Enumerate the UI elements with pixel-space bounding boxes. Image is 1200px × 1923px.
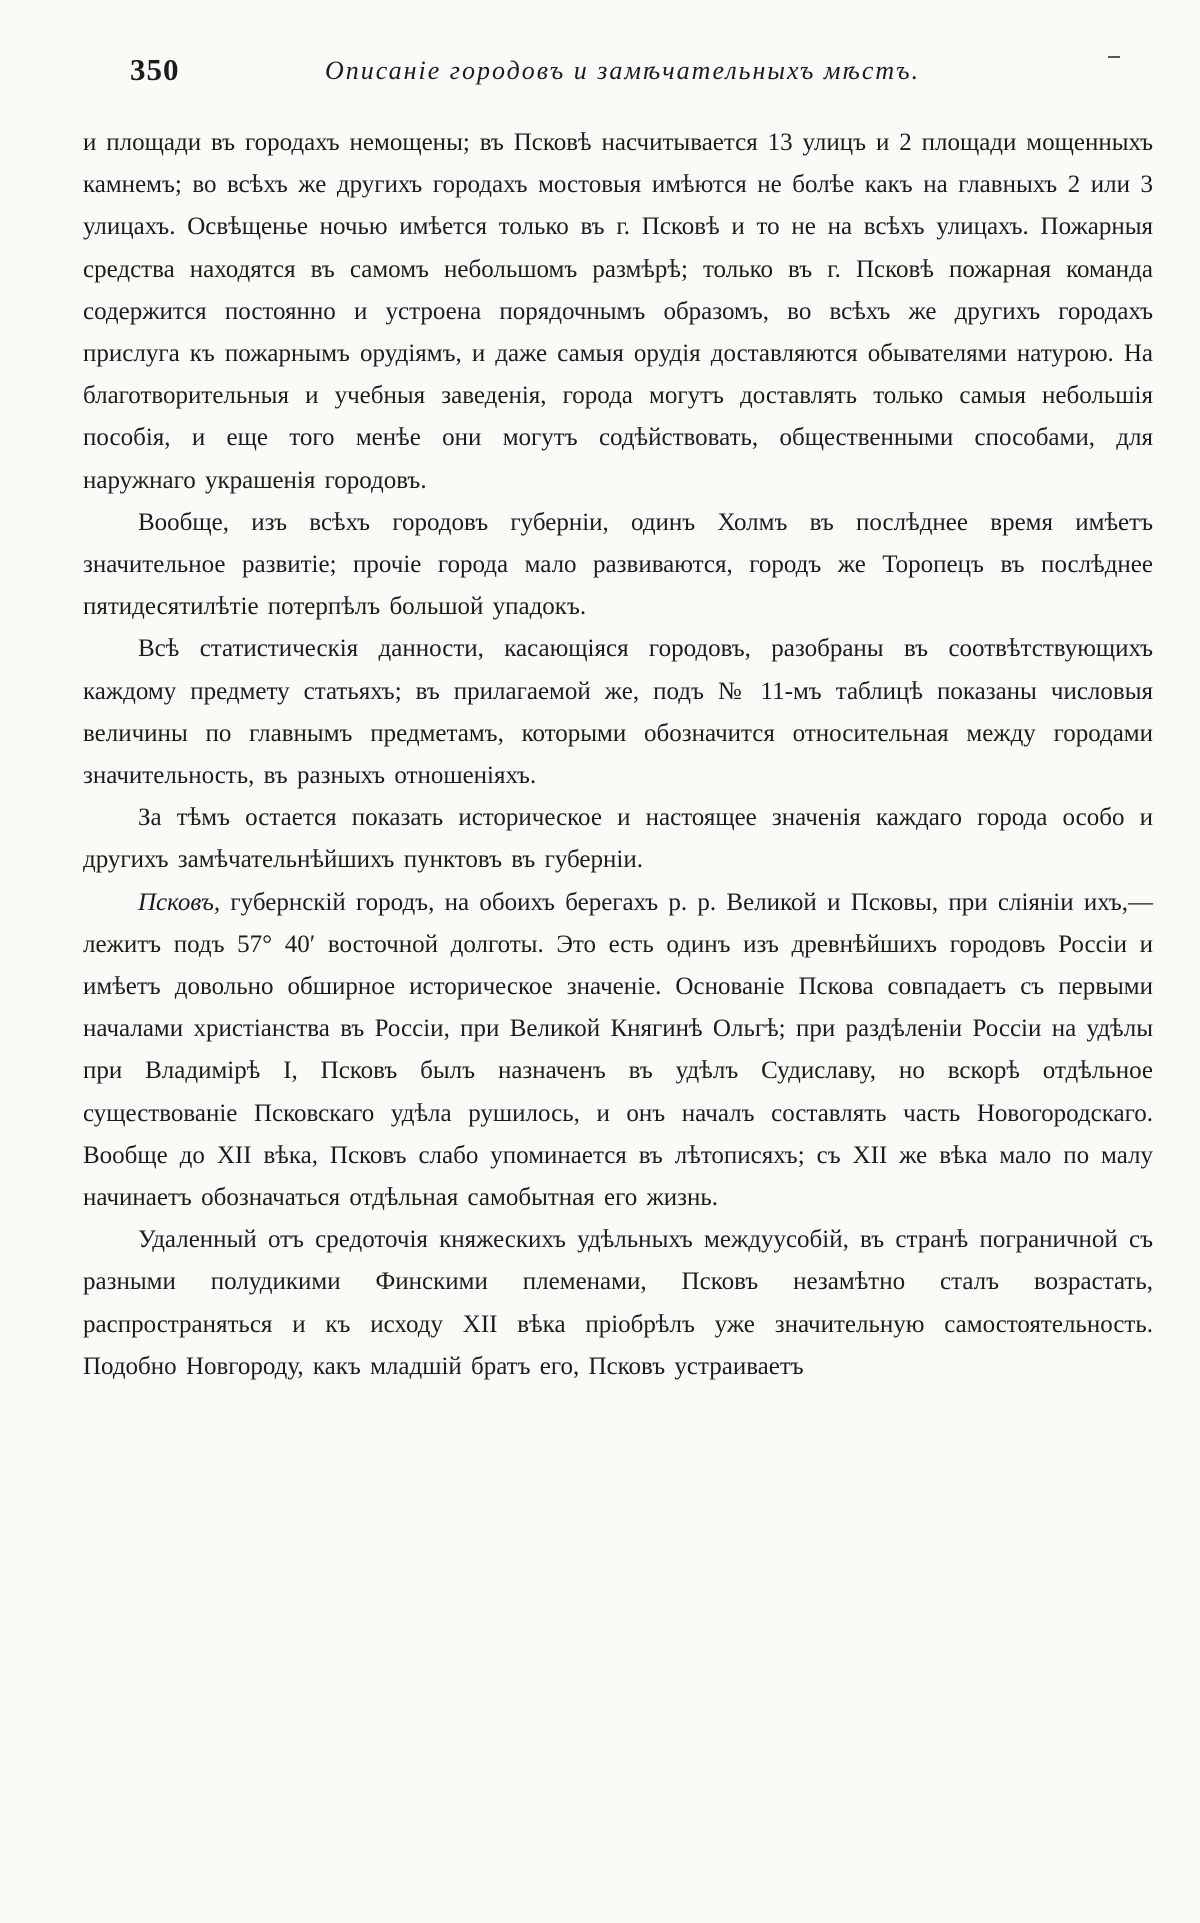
body-text: [83, 122, 1153, 1388]
paragraph-3: Всѣ статистическія данности, касающіяся городовъ, разобраны въ соотвѣтствующихъ каждому предмету статьяхъ; въ прилагаемой же, подъ № 11-мъ таблицѣ показаны числовыя величины по главнымъ предметамъ, которыми обозначится относительная между городами значительность, въ разныхъ отношеніяхъ.: [83, 635, 1153, 790]
header-mark: [1108, 56, 1120, 58]
paragraph-4: За тѣмъ остается показать историческое и настоящее значенія каждаго города особо и другихъ замѣчательнѣйшихъ пунктовъ въ губерніи.: [83, 804, 1153, 874]
running-title: Описаніе городовъ и замѣчательныхъ мѣстъ.: [325, 56, 921, 85]
paragraph-2: Вообще, изъ всѣхъ городовъ губерніи, одинъ Холмъ въ послѣднее время имѣетъ значительное развитіе; прочіе города мало развиваются, городъ же Торопецъ въ послѣднее пятидесятилѣтіе потерпѣлъ большой упадокъ.: [83, 508, 1153, 621]
paragraph-1: и площади въ городахъ немощены; въ Псковѣ насчитывается 13 улицъ и 2 площади мощенныхъ камнемъ; во всѣхъ же другихъ городахъ мостовыя имѣются не болѣе какъ на главныхъ 2 или 3 улицахъ. Освѣщенье ночью имѣется только въ г. Псковѣ и то не на всѣхъ улицахъ. Пожарныя средства находятся въ самомъ небольшомъ размѣрѣ; только въ г. Псковѣ пожарная команда содержится постоянно и устроена порядочнымъ образомъ, во всѣхъ же другихъ городахъ прислуга къ пожарнымъ орудіямъ, и даже самыя орудія доставляются обывателями натурою. На благотворительныя и учебныя заведенія, города могутъ доставлять только самыя небольшія пособія, и еще того менѣе они могутъ содѣйствовать, общественными способами, для наружнаго украшенія городовъ.: [83, 129, 1153, 494]
paragraph-5-lead: Псковъ,: [138, 888, 221, 916]
page-header: [130, 52, 1120, 96]
paragraph-6: Удаленный отъ средоточія княжескихъ удѣльныхъ междуусобій, въ странѣ пограничной съ разными полудикими Финскими племенами, Псковъ незамѣтно сталъ возрастать, распространяться и къ исходу XII вѣка пріобрѣлъ уже значительную самостоятельность. Подобно Новгороду, какъ младшій братъ его, Псковъ устраиваетъ: [83, 1226, 1153, 1380]
page-number: 350: [130, 52, 180, 87]
paragraph-5: [83, 882, 1153, 1220]
paragraph-5-text: губернскій городъ, на обоихъ берегахъ р. р. Великой и Псковы, при сліяніи ихъ,—лежитъ подъ 57° 40′ восточной долготы. Это есть одинъ изъ древнѣйшихъ городовъ Россіи и имѣетъ довольно обширное историческое значеніе. Основаніе Пскова совпадаетъ съ первыми началами христіанства въ Россіи, при Великой Княгинѣ Ольгѣ; при раздѣленіи Россіи на удѣлы при Владимірѣ I, Псковъ былъ назначенъ въ удѣлъ Судиславу, но вскорѣ отдѣльное существованіе Псковскаго удѣла рушилось, и онъ началъ составлять часть Новогородскаго. Вообще до XII вѣка, Псковъ слабо упоминается въ лѣтописяхъ; съ XII же вѣка мало по малу начинаетъ обозначаться отдѣльная самобытная его жизнь.: [83, 888, 1153, 1212]
